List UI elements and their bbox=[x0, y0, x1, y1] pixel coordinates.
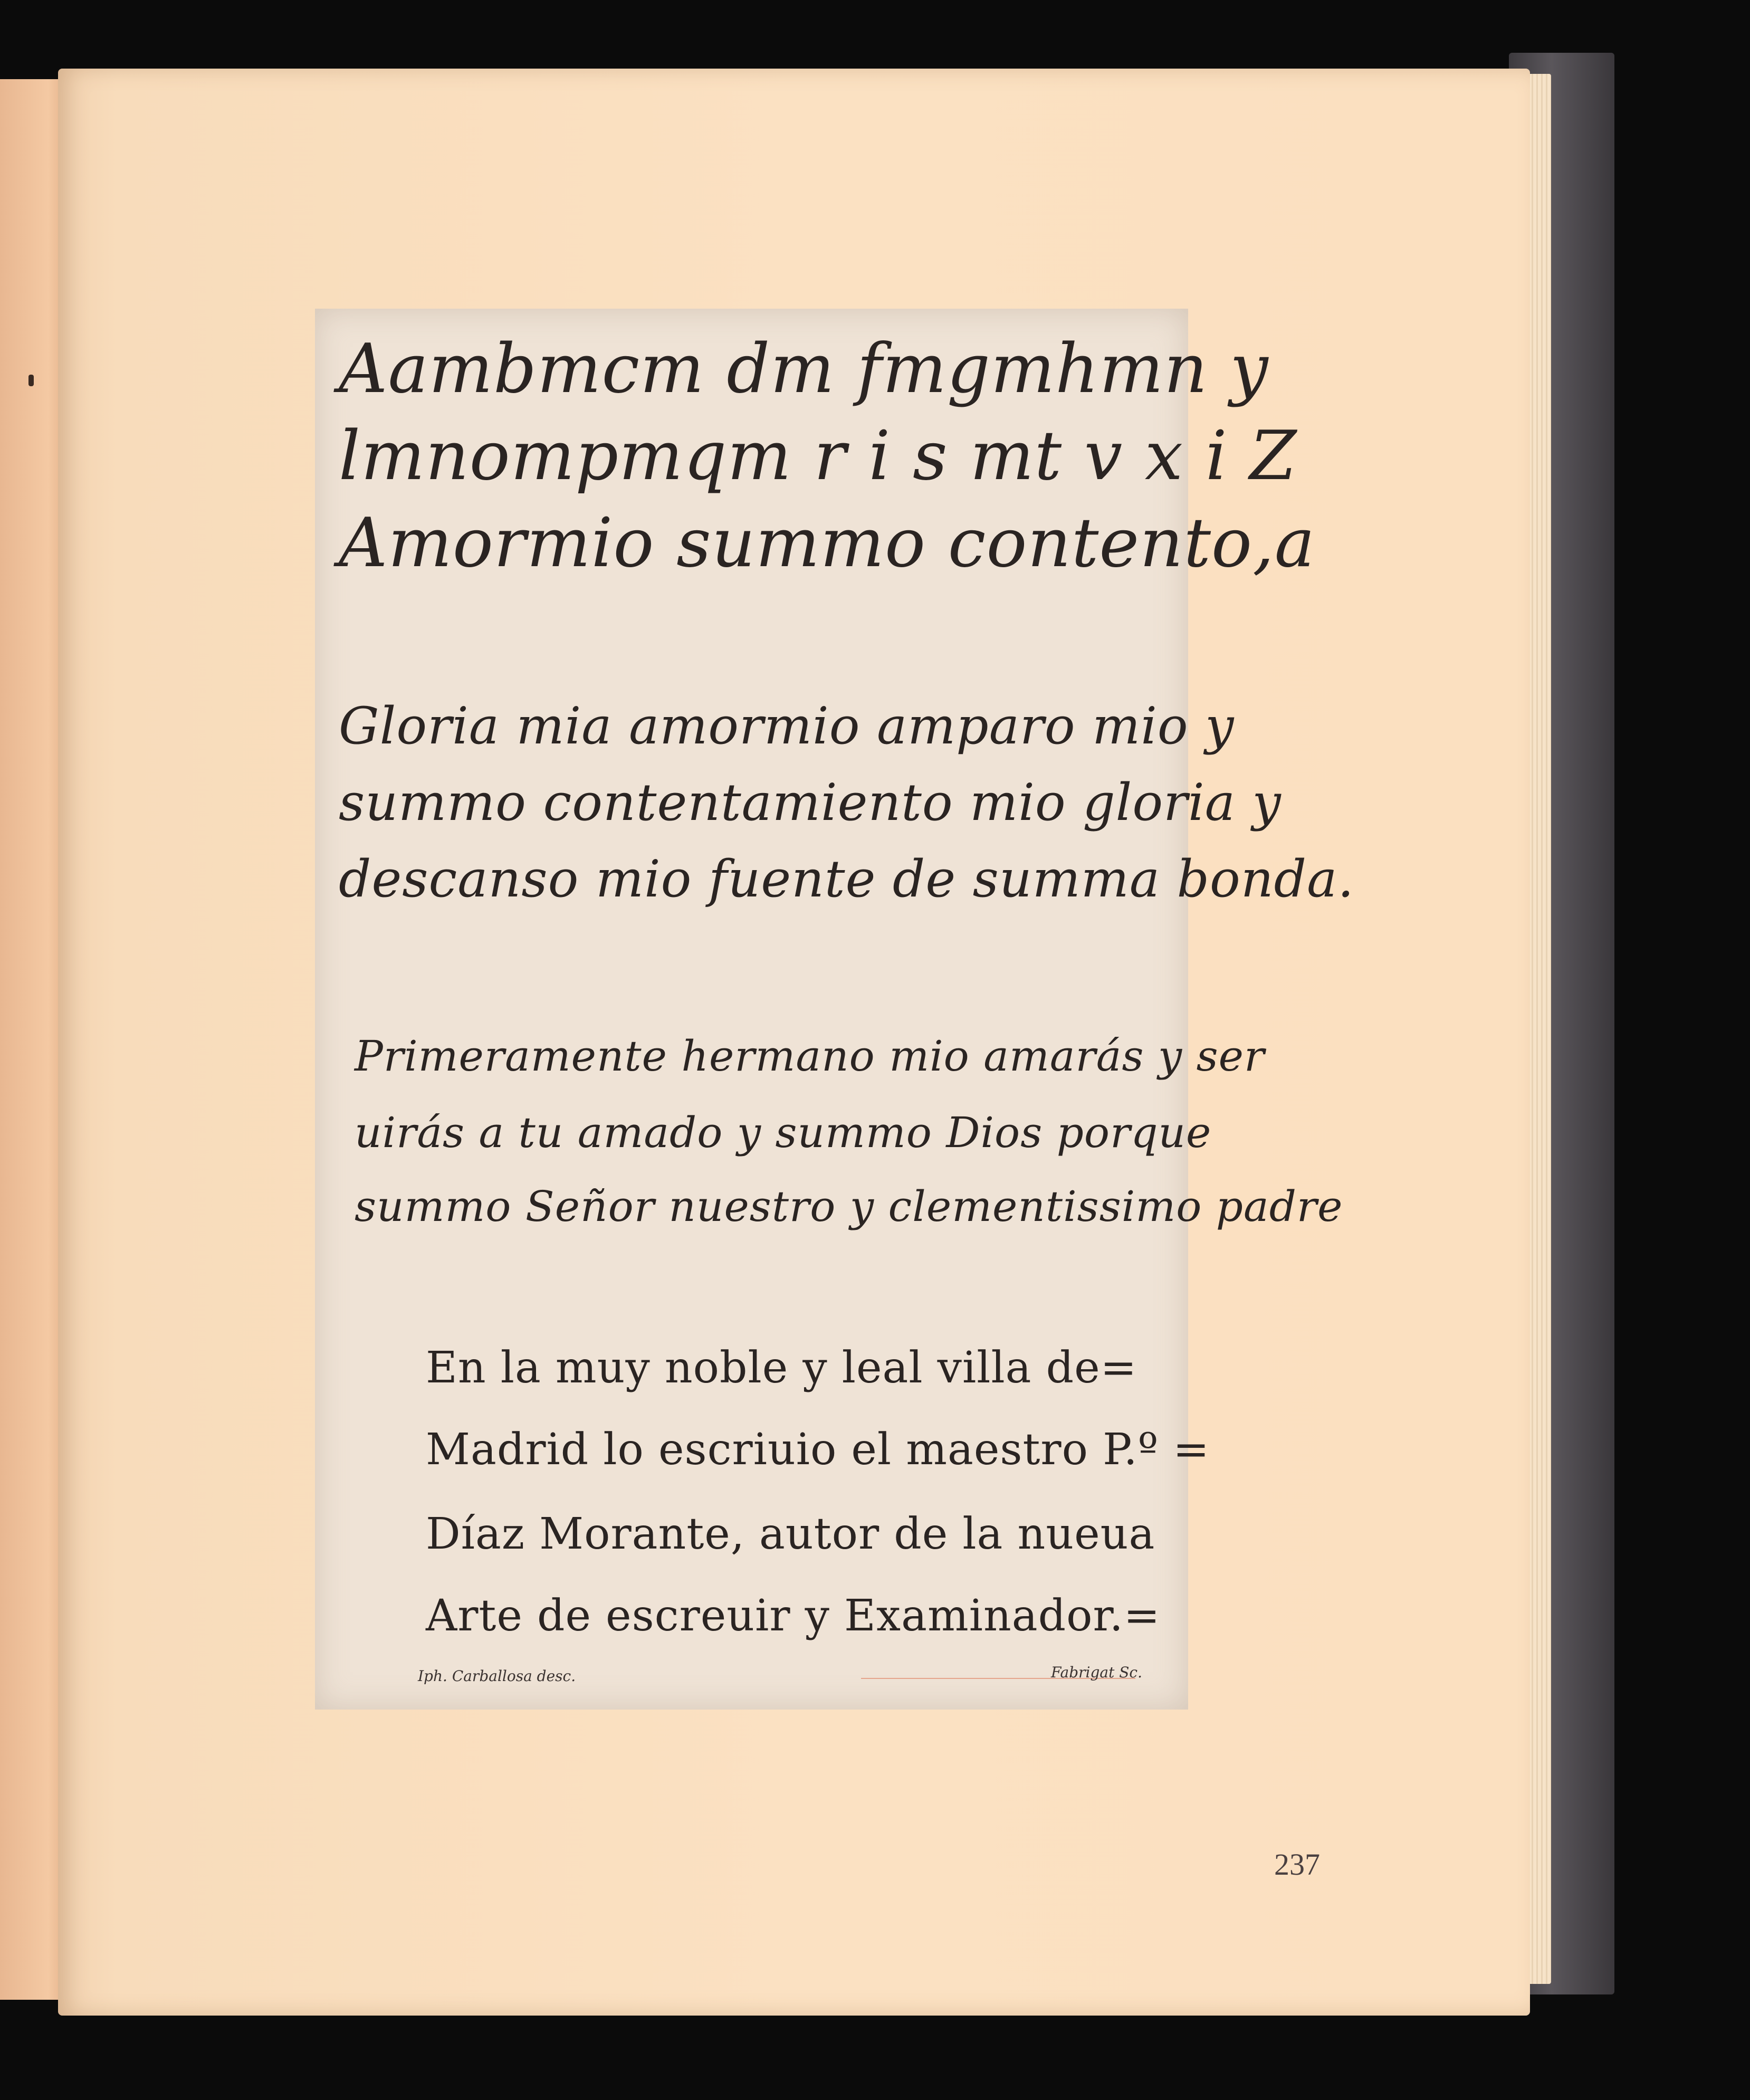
colophon-line-2: Madrid lo escriuio el maestro P.º = bbox=[426, 1425, 1210, 1475]
colophon-line-4: Arte de escreuir y Examinador.= bbox=[426, 1591, 1161, 1641]
paragraph2-line-3: summo Señor nuestro y clementissimo padre bbox=[355, 1182, 1343, 1231]
paragraph2-line-1: Primeramente hermano mio amarás y ser bbox=[355, 1032, 1265, 1081]
alphabet-line-1: Aambmcm dm fmgmhmn y bbox=[339, 330, 1269, 408]
alphabet-line-2: lmnompmqm r i s mt v x i Z bbox=[339, 417, 1297, 495]
colophon-line-3: Díaz Morante, autor de la nueua bbox=[426, 1509, 1155, 1559]
paragraph1-line-1: Gloria mia amormio amparo mio y bbox=[339, 696, 1235, 756]
ink-mark bbox=[28, 375, 34, 386]
calligraphy-plate bbox=[315, 309, 1354, 1710]
colophon-line-1: En la muy noble y leal villa de= bbox=[426, 1343, 1137, 1393]
paragraph1-line-3: descanso mio fuente de summa bonda. bbox=[339, 849, 1354, 909]
book-page bbox=[58, 69, 1530, 2016]
page-number: 237 bbox=[1274, 1847, 1320, 1882]
engraver-credit-right: Fabrigat Sc. bbox=[1051, 1664, 1143, 1681]
paragraph1-line-2: summo contentamiento mio gloria y bbox=[339, 773, 1282, 832]
engraver-credit-left: Iph. Carballosa desc. bbox=[418, 1667, 576, 1685]
alphabet-line-3: Amormio summo contento,a bbox=[339, 504, 1316, 583]
paragraph2-line-2: uirás a tu amado y summo Dios porque bbox=[355, 1108, 1212, 1157]
